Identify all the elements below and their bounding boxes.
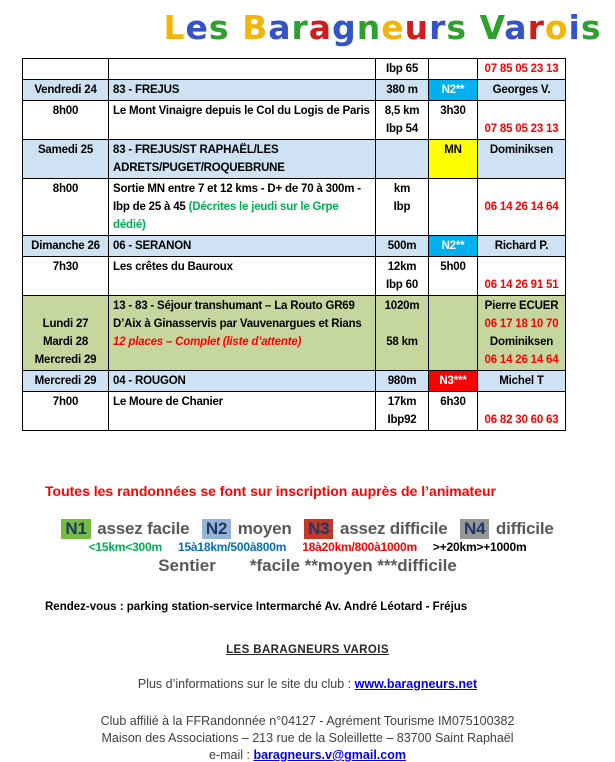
duration-cell: 6h30 xyxy=(429,392,478,431)
description-note: (Décrites le jeudi sur le Grpe dédié) xyxy=(113,201,339,231)
ibp-value: Ibp92 xyxy=(387,414,417,426)
spacer xyxy=(482,102,561,120)
title-letter: s xyxy=(446,8,468,47)
table-row-friday-detail xyxy=(23,101,566,140)
distance-value: 12km xyxy=(387,261,417,273)
more-info-line xyxy=(0,677,615,691)
range-n3: 18à20km/800à1000m xyxy=(302,540,417,554)
title-letter: o xyxy=(544,8,569,47)
date-line: Mardi 28 xyxy=(42,336,89,348)
leader-name: Pierre ECUER xyxy=(484,300,559,312)
time-cell: 7h30 xyxy=(23,257,109,296)
leader-cell: Michel T xyxy=(478,371,566,392)
legend-ranges xyxy=(0,540,615,554)
date-line: Lundi 27 xyxy=(42,318,89,330)
distance-cell xyxy=(376,179,429,236)
legend-sentier xyxy=(0,556,615,576)
level-n2-label: moyen xyxy=(233,519,297,538)
contact-cell xyxy=(478,296,566,371)
distance-cell xyxy=(376,392,429,431)
meeting-point: Rendez-vous : parking station-service Intermarché Av. André Léotard - Fréjus xyxy=(45,601,468,613)
level-n3-badge: N3 xyxy=(304,519,333,539)
description-text: Sortie MN entre 7 et 12 kms - D+ de 70 à 300m - Ibp de 25 à 45 xyxy=(113,183,361,213)
phone-cell xyxy=(478,392,566,431)
date-cell: Dimanche 26 xyxy=(23,236,109,257)
distance-cell xyxy=(376,296,429,371)
elevation-value: 1020m xyxy=(384,300,420,312)
phone-value: 07 85 05 23 13 xyxy=(484,123,559,135)
trek-title: 13 - 83 - Séjour transhumant – La Routo GR69 xyxy=(113,300,355,312)
more-info-prefix: Plus d’informations sur le site du club : xyxy=(137,677,355,691)
date-cell: Mercredi 29 xyxy=(23,371,109,392)
elevation-cell: 500m xyxy=(376,236,429,257)
distance-cell xyxy=(376,257,429,296)
legend-levels xyxy=(0,519,615,539)
title-letter: r xyxy=(527,8,545,47)
sentier-detail: *facile **moyen ***difficile xyxy=(249,556,457,575)
affiliation-line: Club affilié à la FFRandonnée n°04127 - Agrément Tourisme IM075100382 xyxy=(100,714,515,728)
phone-value: 06 14 26 14 64 xyxy=(484,354,559,366)
title-letter: a xyxy=(308,8,333,47)
leader-cell: Dominiksen xyxy=(478,140,566,179)
trek-route: D’Aix à Ginasservis par Vauvenargues et Rians xyxy=(113,318,362,330)
club-name-heading: LES BARAGNEURS VAROIS xyxy=(226,644,389,656)
phone-value: 06 14 26 91 51 xyxy=(484,279,559,291)
date-cell xyxy=(23,296,109,371)
level-badge: MN xyxy=(429,140,478,179)
title-letter: e xyxy=(381,8,405,47)
phone-cell xyxy=(478,179,566,236)
range-n1: <15km<300m xyxy=(88,540,162,554)
date-cell: Vendredi 24 xyxy=(23,80,109,101)
table-row-friday-header xyxy=(23,80,566,101)
title-letter xyxy=(467,8,480,47)
sentier-label: Sentier xyxy=(158,556,216,575)
title-letter: g xyxy=(332,8,357,47)
date-cell: Samedi 25 xyxy=(23,140,109,179)
ibp-value: Ibp xyxy=(393,201,411,213)
table-row-saturday-detail xyxy=(23,179,566,236)
distance-value: km xyxy=(393,183,411,195)
elevation-cell xyxy=(376,140,429,179)
time-cell xyxy=(23,59,109,80)
title-letter: s xyxy=(580,8,602,47)
date-line: Mercredi 29 xyxy=(34,354,97,366)
table-row-saturday-header xyxy=(23,140,566,179)
table-row-previous-tail xyxy=(23,59,566,80)
level-badge: N2** xyxy=(429,236,478,257)
level-badge: N3*** xyxy=(429,371,478,392)
description-cell: Le Moure de Chanier xyxy=(109,392,376,431)
title-letter: s xyxy=(208,8,230,47)
phone-value: 06 82 30 60 63 xyxy=(484,414,559,426)
description-cell xyxy=(109,296,376,371)
ibp-cell: Ibp 65 xyxy=(376,59,429,80)
destination-cell: 83 - FREJUS xyxy=(109,80,376,101)
email-link[interactable]: baragneurs.v@gmail.com xyxy=(253,748,406,762)
range-n2: 15à18km/500à800m xyxy=(177,540,287,554)
spacer xyxy=(482,258,561,276)
phone-cell xyxy=(478,257,566,296)
elevation-cell: 380 m xyxy=(376,80,429,101)
destination-cell: 06 - SERANON xyxy=(109,236,376,257)
time-cell: 8h00 xyxy=(23,101,109,140)
duration-cell xyxy=(429,179,478,236)
trek-status: 12 places – Complet (liste d’attente) xyxy=(113,336,302,348)
title-letter: i xyxy=(568,8,581,47)
title-letter: L xyxy=(163,8,186,47)
title-letter: a xyxy=(504,8,528,47)
description-cell xyxy=(109,179,376,236)
level-n1-badge: N1 xyxy=(61,519,90,539)
title-letter: e xyxy=(185,8,209,47)
elevation-cell: 980m xyxy=(376,371,429,392)
table-row-sunday-header xyxy=(23,236,566,257)
phone-cell xyxy=(478,101,566,140)
level-n4-label: difficile xyxy=(491,519,554,538)
distance-cell xyxy=(376,101,429,140)
address-line: Maison des Associations – 213 rue de la Soleillette – 83700 Saint Raphaël xyxy=(101,731,514,745)
description-cell xyxy=(109,59,376,80)
page-title xyxy=(0,8,615,48)
spacer xyxy=(482,180,561,198)
leader-name: Dominiksen xyxy=(489,336,554,348)
level-badge: N2** xyxy=(429,80,478,101)
email-prefix: e-mail : xyxy=(209,748,254,762)
email-line xyxy=(0,748,615,762)
title-letter: n xyxy=(356,8,382,47)
level-n1-label: assez facile xyxy=(92,519,194,538)
title-letter: r xyxy=(291,8,309,47)
duration-cell: 5h00 xyxy=(429,257,478,296)
phone-value: 06 14 26 14 64 xyxy=(484,201,559,213)
table-row-wednesday-detail xyxy=(23,392,566,431)
title-letter: V xyxy=(479,8,505,47)
spacer xyxy=(27,297,104,315)
time-cell: 7h00 xyxy=(23,392,109,431)
distance-value: 58 km xyxy=(386,336,418,348)
title-letter: B xyxy=(242,8,269,47)
duration-cell xyxy=(429,59,478,80)
leader-cell: Georges V. xyxy=(478,80,566,101)
time-cell: 8h00 xyxy=(23,179,109,236)
leader-cell: Richard P. xyxy=(478,236,566,257)
website-link[interactable]: www.baragneurs.net xyxy=(354,677,478,691)
description-cell: Les crêtes du Bauroux xyxy=(109,257,376,296)
title-letter: r xyxy=(429,8,447,47)
difficulty-legend xyxy=(0,519,615,576)
range-n4: >+20km>+1000m xyxy=(432,540,527,554)
spacer xyxy=(380,315,424,333)
table-row-sunday-detail xyxy=(23,257,566,296)
duration-cell xyxy=(429,296,478,371)
level-n3-label: assez difficile xyxy=(335,519,453,538)
spacer xyxy=(482,393,561,411)
title-letter xyxy=(230,8,243,47)
table-row-wednesday-header xyxy=(23,371,566,392)
description-cell: Le Mont Vinaigre depuis le Col du Logis de Paris xyxy=(109,101,376,140)
destination-cell: 83 - FREJUS/ST RAPHAËL/LES ADRETS/PUGET/ROQUEBRUNE xyxy=(109,140,376,179)
duration-cell: 3h30 xyxy=(429,101,478,140)
title-letter: u xyxy=(404,8,430,47)
phone-cell: 07 85 05 23 13 xyxy=(478,59,566,80)
destination-cell: 04 - ROUGON xyxy=(109,371,376,392)
inscription-notice: Toutes les randonnées se font sur inscription auprès de l’animateur xyxy=(45,483,496,499)
table-row-trek xyxy=(23,296,566,371)
level-n4-badge: N4 xyxy=(460,519,489,539)
ibp-value: Ibp 54 xyxy=(385,123,419,135)
level-n2-badge: N2 xyxy=(202,519,231,539)
hike-schedule-table xyxy=(22,58,566,431)
distance-value: 17km xyxy=(387,396,417,408)
distance-value: 8,5 km xyxy=(384,105,420,117)
title-letter: a xyxy=(268,8,292,47)
ibp-value: Ibp 60 xyxy=(385,279,419,291)
phone-value: 06 17 18 10 70 xyxy=(484,318,559,330)
